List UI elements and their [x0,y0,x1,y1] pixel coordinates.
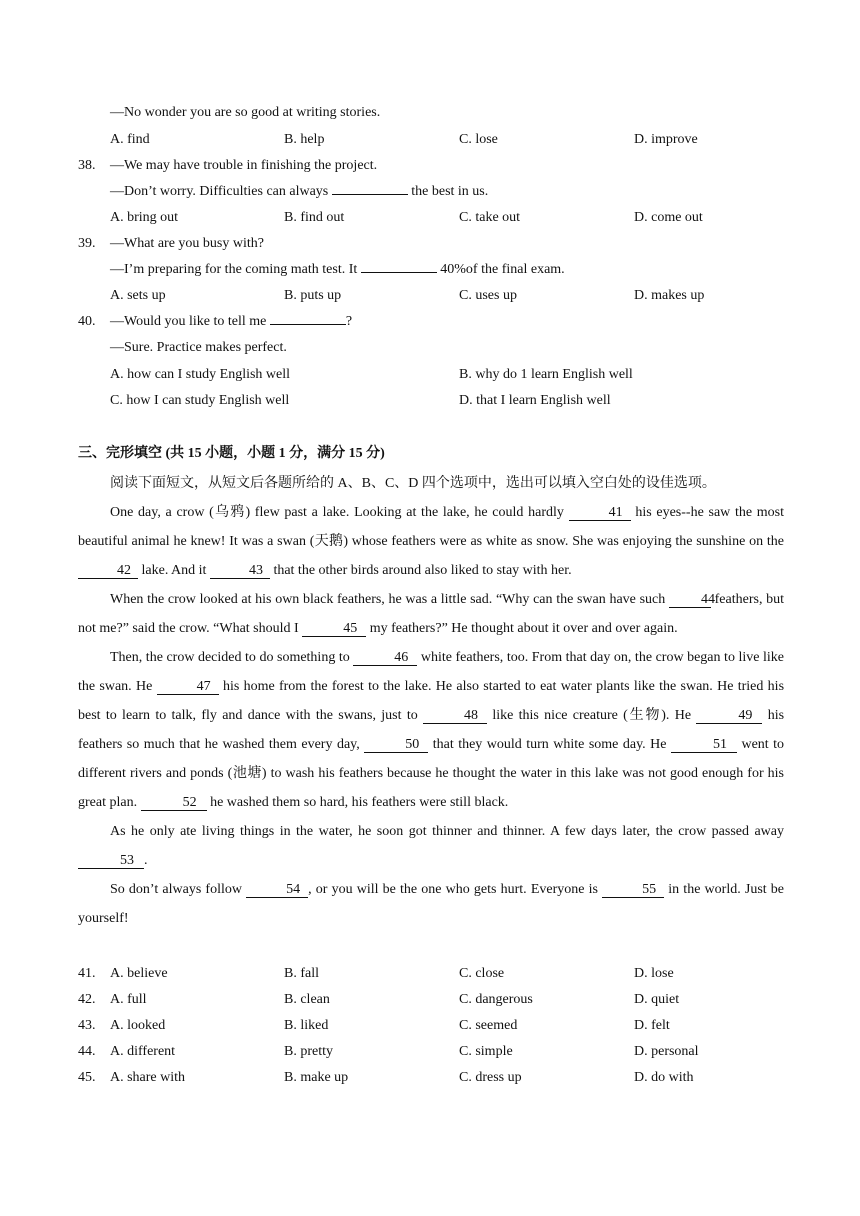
q38-blank[interactable] [332,194,408,195]
answer-option[interactable]: D. quiet [634,992,680,1007]
blank-45[interactable]: 45 [302,621,366,637]
passage-text: in the world. Just be yourself! [78,882,785,926]
answer-option[interactable]: B. clean [284,992,330,1007]
q38-line2-pre: —Don’t worry. Difficulties can always [110,184,329,199]
q40-blank[interactable] [270,324,346,325]
q37-option-c[interactable]: C. lose [459,132,498,147]
blank-52[interactable]: 52 [141,795,207,811]
answer-option[interactable]: D. felt [634,1018,670,1033]
q39-line2-pre: —I’m preparing for the coming math test. It [110,262,358,277]
answer-number: 44. [78,1044,96,1059]
passage-text: One day, a crow (乌鸦) flew past a lake. Looking at the lake, he could hardly [110,505,564,520]
blank-51[interactable]: 51 [671,737,737,753]
answer-option[interactable]: C. simple [459,1044,513,1059]
passage-text: As he only ate living things in the water, he soon got thinner and thinner. A few days later, the crow passed away [110,824,784,839]
answer-option[interactable]: B. pretty [284,1044,333,1059]
blank-42[interactable]: 42 [78,563,138,579]
blank-46[interactable]: 46 [353,650,417,666]
answer-option[interactable]: B. liked [284,1018,329,1033]
passage-paragraph-2 [78,585,784,643]
q39-line2-post: 40%of the final exam. [440,262,565,277]
answer-option[interactable]: D. do with [634,1070,694,1085]
passage-text: like this nice creature (生物). He [492,708,692,723]
answer-option[interactable]: D. lose [634,966,674,981]
q38-line1: —We may have trouble in finishing the project. [110,158,378,173]
passage-text: my feathers?” He thought about it over and over again. [369,621,678,636]
q40-number: 40. [78,314,96,329]
q37-reply: —No wonder you are so good at writing stories. [110,105,381,120]
q37-option-b[interactable]: B. help [284,132,325,147]
answer-option[interactable]: C. dangerous [459,992,533,1007]
answer-option[interactable]: C. close [459,966,505,981]
passage-paragraph-5 [78,875,784,933]
q39-line2 [110,261,565,279]
q38-option-c[interactable]: C. take out [459,210,521,225]
q38-option-a[interactable]: A. bring out [110,210,179,225]
passage-text: his home from the forest to the lake. He also started to eat water plants like the swan. He tried his best to learn to talk, fly and dance with the swans, just to [78,679,785,723]
blank-41[interactable]: 41 [569,505,631,521]
q40-line1-pre: —Would you like to tell me [110,314,267,329]
passage-text: that they would turn white some day. He [432,737,667,752]
answer-option[interactable]: C. seemed [459,1018,518,1033]
passage-text: feathers, but not me?” said the crow. “What should I [78,592,785,636]
q39-option-b[interactable]: B. puts up [284,288,342,303]
q39-option-d[interactable]: D. makes up [634,288,705,303]
answer-option[interactable]: B. fall [284,966,319,981]
passage-text: white feathers, too. From that day on, the crow began to live like the swan. He [78,650,785,694]
q38-line2-post: the best in us. [411,184,489,199]
q38-option-d[interactable]: D. come out [634,210,703,225]
q40-line2: —Sure. Practice makes perfect. [110,340,287,355]
answer-option[interactable]: A. believe [110,966,168,981]
blank-54[interactable]: 54 [246,882,308,898]
passage-text: . [144,853,148,868]
q40-option-a[interactable]: A. how can I study English well [110,367,291,382]
answer-option[interactable]: C. dress up [459,1070,522,1085]
answer-option[interactable]: B. make up [284,1070,349,1085]
q38-number: 38. [78,158,96,173]
q39-number: 39. [78,236,96,251]
cloze-passage [78,498,784,933]
passage-text: that the other birds around also liked to stay with her. [273,563,572,578]
answer-option[interactable]: A. different [110,1044,176,1059]
q37-option-d[interactable]: D. improve [634,132,698,147]
blank-53[interactable]: 53 [78,853,144,869]
answer-number: 41. [78,966,96,981]
q38-line2 [110,183,488,201]
passage-text: Then, the crow decided to do something to [110,650,350,665]
q40-option-c[interactable]: C. how I can study English well [110,393,290,408]
q40-option-d[interactable]: D. that I learn English well [459,393,611,408]
section-instruction: 阅读下面短文，从短文后各题所给的 A、B、C、D 四个选项中，选出可以填入空白处的设佳选项。 [110,476,716,491]
passage-text: When the crow looked at his own black feathers, he was a little sad. “Why can the swan have such [110,592,666,607]
blank-55[interactable]: 55 [602,882,664,898]
blank-44[interactable]: 44 [669,592,711,608]
q40-line1 [110,313,352,331]
q40-line1-post: ? [345,314,353,329]
passage-text: went to different rivers and ponds (池塘) to wash his feathers because he thought the water in this lake was not good enough for his great plan. [78,737,785,810]
passage-text: he washed them so hard, his feathers were still black. [210,795,509,810]
passage-text: his eyes--he saw the most beautiful animal he knew! It was a swan (天鹅) whose feathers were as white as snow. She was enjoying the sunshine on the [78,505,785,549]
q39-option-c[interactable]: C. uses up [459,288,517,303]
blank-49[interactable]: 49 [696,708,762,724]
blank-48[interactable]: 48 [423,708,487,724]
q39-line1: —What are you busy with? [110,236,264,251]
q39-blank[interactable] [361,272,437,273]
answer-option[interactable]: A. looked [110,1018,166,1033]
q38-option-b[interactable]: B. find out [284,210,345,225]
q37-option-a[interactable]: A. find [110,132,150,147]
passage-text: lake. And it [141,563,207,578]
passage-text: So don’t always follow [110,882,242,897]
q39-option-a[interactable]: A. sets up [110,288,166,303]
passage-text: his feathers so much that he washed them every day, [78,708,785,752]
answer-number: 42. [78,992,96,1007]
passage-paragraph-1 [78,498,784,585]
blank-50[interactable]: 50 [364,737,428,753]
q40-option-b[interactable]: B. why do 1 learn English well [459,367,633,382]
passage-paragraph-3 [78,643,784,817]
answer-option[interactable]: A. full [110,992,147,1007]
passage-text: , or you will be the one who gets hurt. Everyone is [308,882,598,897]
section-heading: 三、完形填空 (共 15 小题，小题 1 分，满分 15 分) [78,446,385,461]
answer-option[interactable]: D. personal [634,1044,699,1059]
answer-option[interactable]: A. share with [110,1070,186,1085]
answer-number: 43. [78,1018,96,1033]
blank-47[interactable]: 47 [157,679,219,695]
passage-paragraph-4 [78,817,784,875]
blank-43[interactable]: 43 [210,563,270,579]
answer-number: 45. [78,1070,96,1085]
